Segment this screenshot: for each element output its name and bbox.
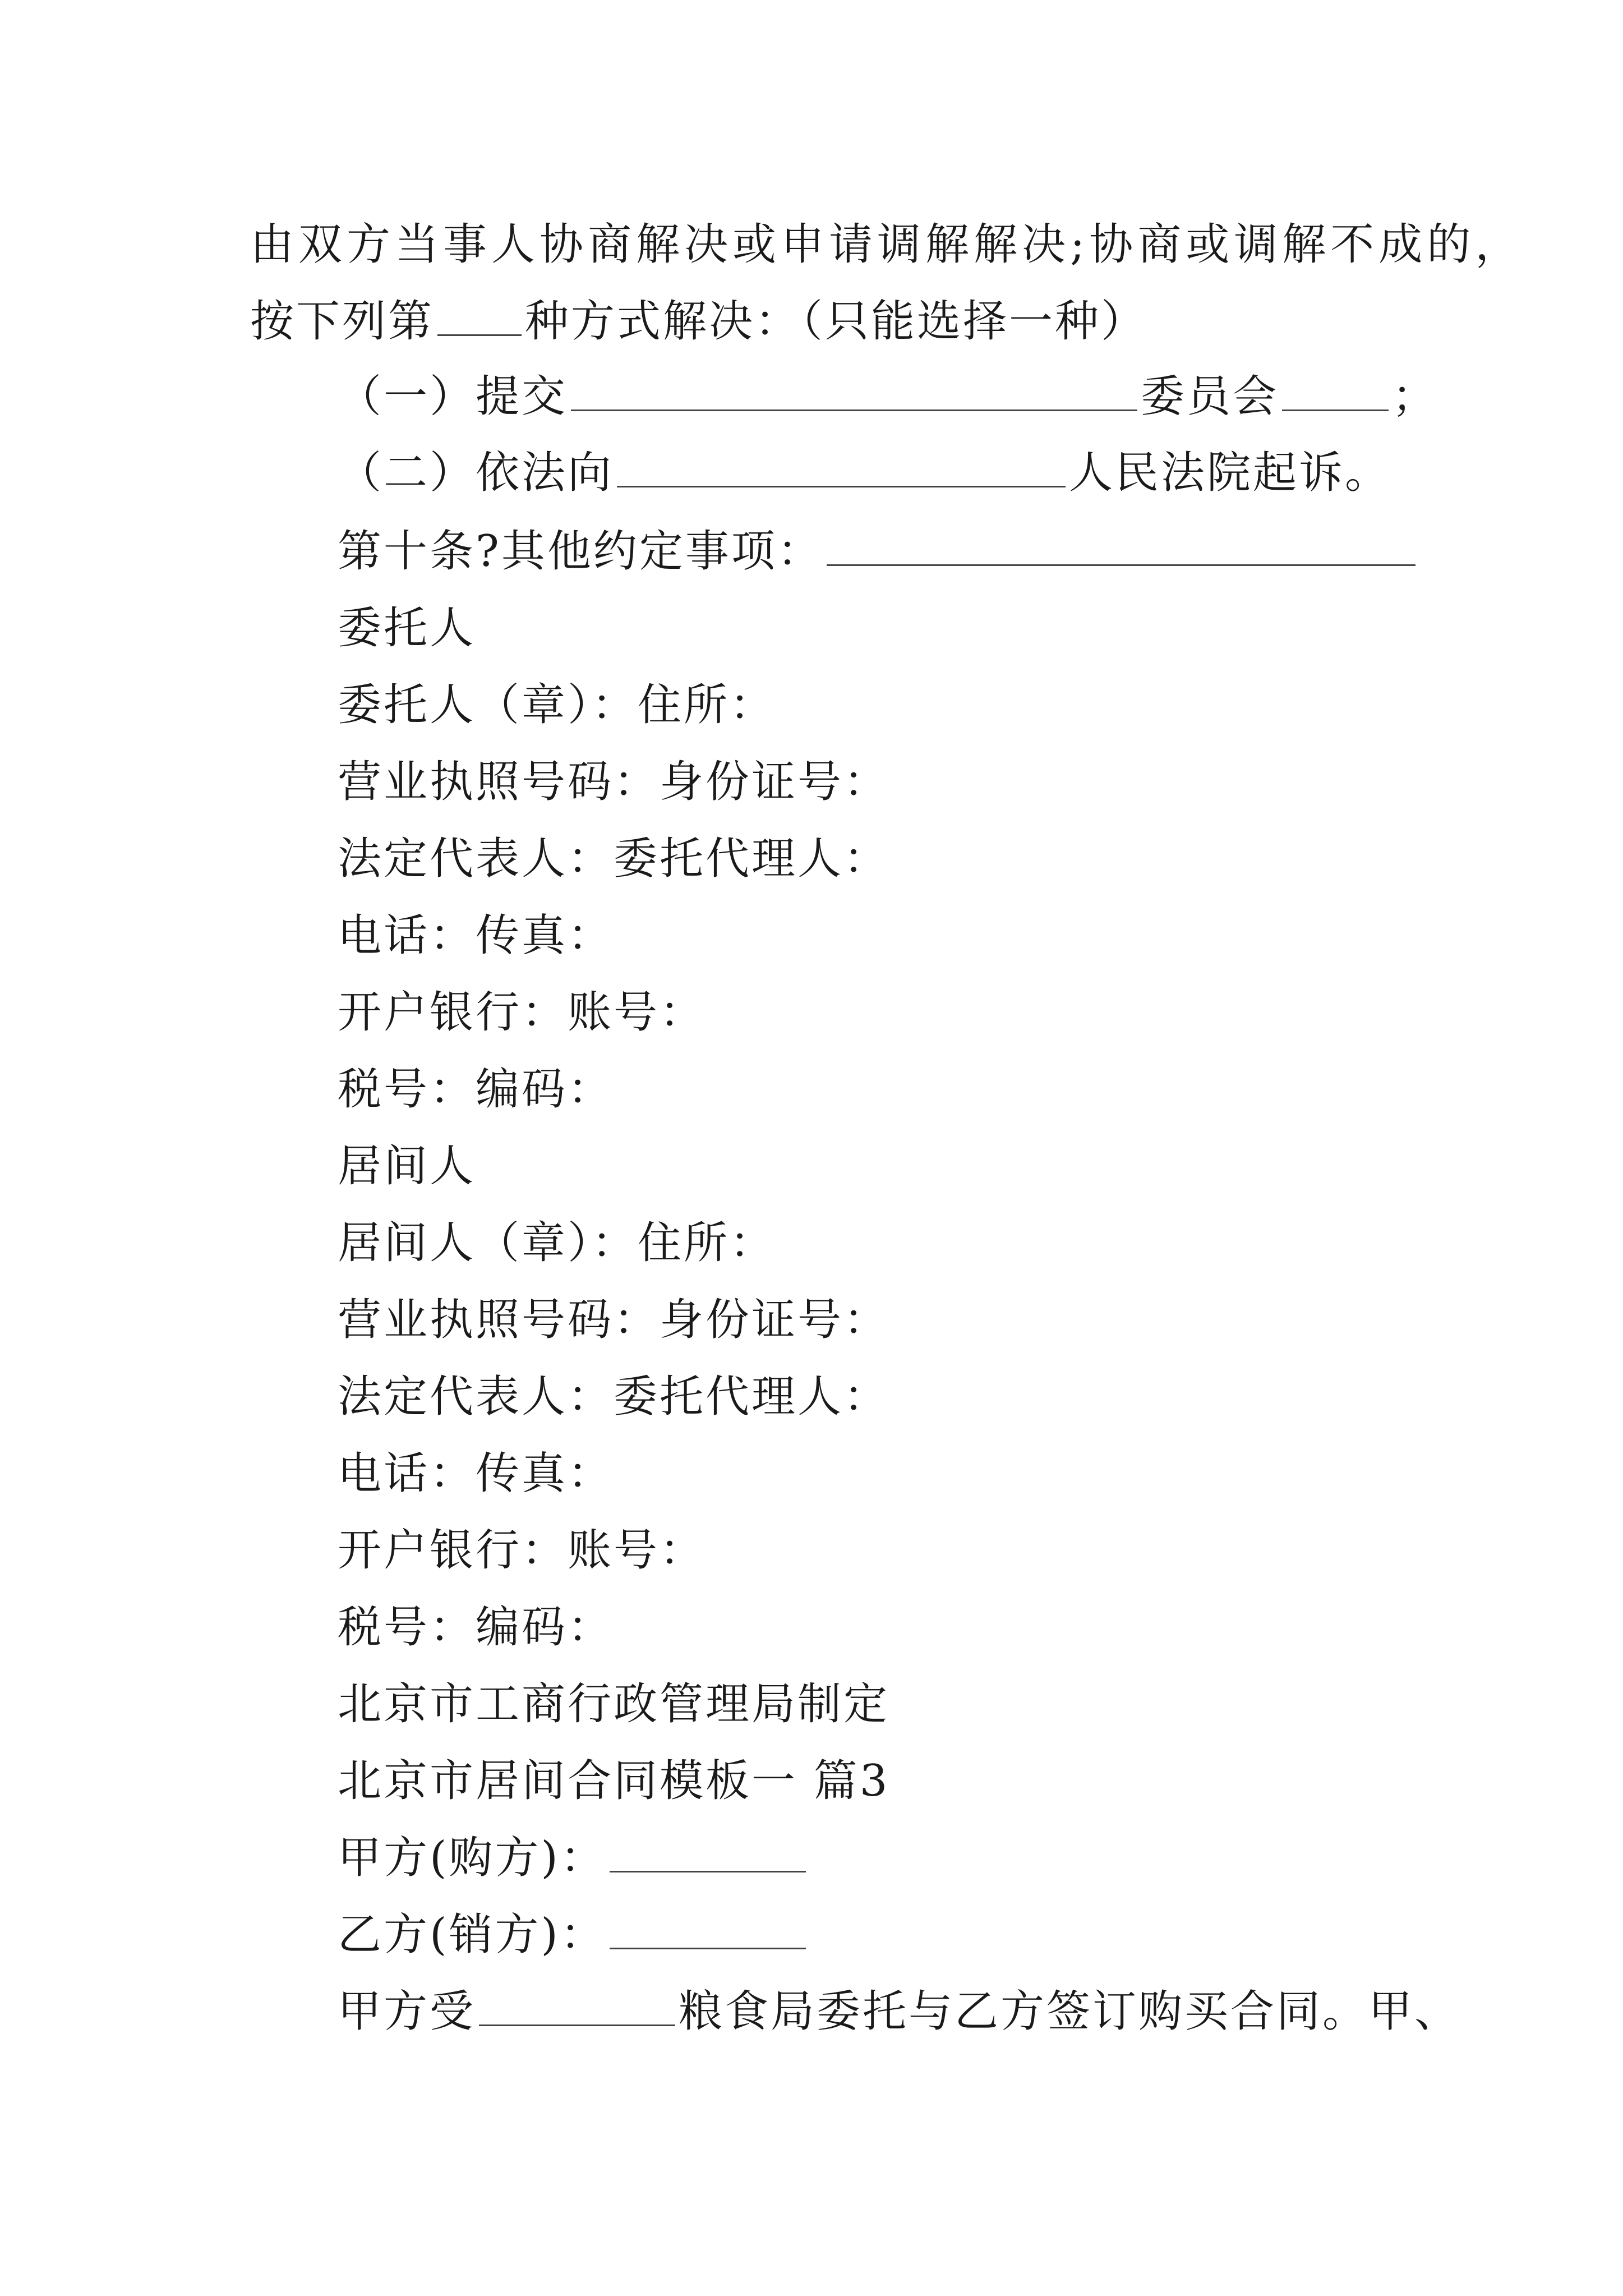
text-segment: 乙方(销方)：: [338, 1910, 606, 1960]
text-line: 法定代表人：委托代理人：: [338, 834, 890, 884]
text-segment: ；: [1392, 371, 1438, 422]
text-line: 北京市工商行政管理局制定: [338, 1679, 890, 1729]
fill-in-blank: [610, 1832, 806, 1872]
text-segment: 人民法院起诉。: [1069, 448, 1391, 498]
text-segment: （一）提交: [338, 371, 568, 422]
text-segment: 甲方(购方)：: [338, 1833, 606, 1883]
text-line: 营业执照号码：身份证号：: [338, 757, 890, 807]
text-line: 法定代表人：委托代理人：: [338, 1372, 890, 1422]
text-line: 营业执照号码：身份证号：: [338, 1295, 890, 1345]
section-title: 北京市居间合同模板一 篇3: [338, 1756, 890, 1806]
text-line: [338, 1984, 1460, 2040]
text-line: 由双方当事人协商解决或申请调解解决;协商或调解不成的，: [250, 219, 1524, 270]
text-segment: 按下列第: [250, 296, 435, 347]
text-line: 电话：传真：: [338, 910, 614, 961]
fill-in-blank: [617, 447, 1066, 487]
text-segment: 第十条?其他约定事项：: [338, 526, 823, 577]
text-line: [250, 293, 1147, 349]
fill-in-blank: [1282, 370, 1389, 411]
text-line: [338, 445, 1391, 501]
text-segment: 种方式解决：（只能选择一种）: [525, 296, 1147, 347]
text-line: 委托人（章）：住所：: [338, 680, 776, 730]
text-line: [338, 369, 1438, 425]
text-line: 电话：传真：: [338, 1448, 614, 1499]
text-line: 居间人（章）：住所：: [338, 1218, 776, 1268]
fill-in-blank: [571, 370, 1137, 411]
fill-in-blank: [479, 1985, 675, 2026]
fill-in-blank: [437, 295, 522, 336]
text-line: 开户银行：账号：: [338, 987, 706, 1038]
text-line: 税号：编码：: [338, 1064, 614, 1115]
text-line: 税号：编码：: [338, 1602, 614, 1653]
text-line: 开户银行：账号：: [338, 1525, 706, 1576]
fill-in-blank: [610, 1908, 806, 1949]
text-line: [338, 523, 1419, 579]
text-line: [338, 1830, 809, 1886]
section-heading: 居间人: [338, 1141, 476, 1191]
text-segment: 粮食局委托与乙方签订购买合同。甲、: [679, 1986, 1461, 2037]
fill-in-blank: [827, 525, 1415, 566]
text-segment: 甲方受: [338, 1986, 476, 2037]
text-segment: 委员会: [1141, 371, 1279, 422]
text-line: [338, 1907, 809, 1963]
text-segment: （二）依法向: [338, 448, 614, 498]
section-heading: 委托人: [338, 603, 476, 654]
